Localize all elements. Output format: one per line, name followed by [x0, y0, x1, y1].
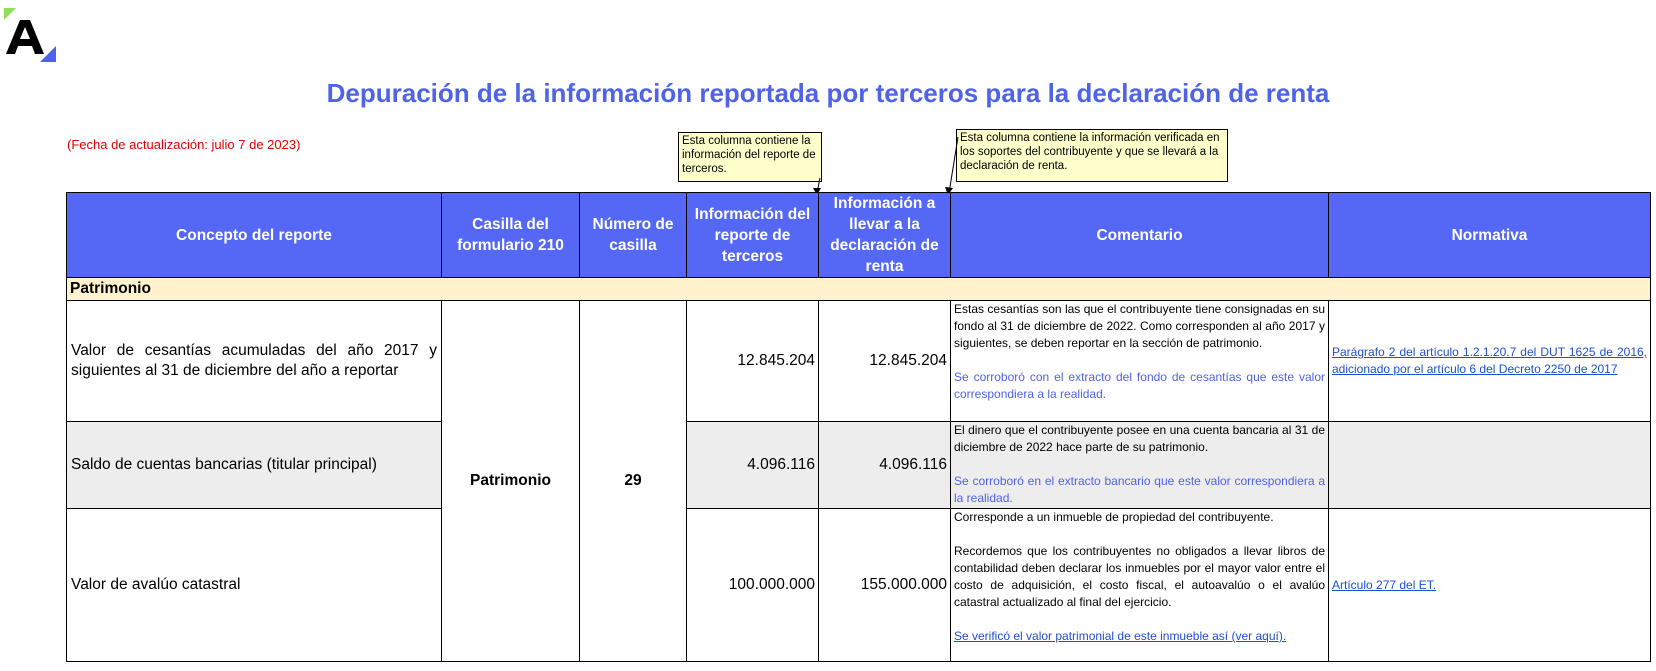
normativa-cell — [1329, 422, 1651, 509]
comment-cell — [951, 301, 1329, 422]
normativa-cell — [1329, 509, 1651, 662]
section-row — [67, 278, 1651, 301]
header-reporte: Información del reporte de terceros — [687, 193, 819, 278]
casilla-cell: Patrimonio — [442, 301, 580, 662]
comment-verification-link[interactable]: Se verificó el valor patrimonial de este inmueble así (ver aquí). — [954, 629, 1287, 643]
comment-cell — [951, 422, 1329, 509]
comment-text: Corresponde a un inmueble de propiedad del contribuyente. — [954, 510, 1274, 524]
table-header-row — [67, 193, 1651, 278]
concept-cell: Saldo de cuentas bancarias (titular principal) — [67, 422, 442, 509]
header-concepto: Concepto del reporte — [67, 193, 442, 278]
comment-text: El dinero que el contribuyente posee en una cuenta bancaria al 31 de diciembre de 2022 hace parte de su patrimonio. — [954, 423, 1325, 454]
declared-value: 12.845.204 — [819, 301, 951, 422]
header-casilla: Casilla del formulario 210 — [442, 193, 580, 278]
header-comentario: Comentario — [951, 193, 1329, 278]
reported-value: 100.000.000 — [687, 509, 819, 662]
comment-text-detail: Recordemos que los contribuyentes no obligados a llevar libros de contabilidad deben declarar los inmuebles por el mayor valor entre el costo de adquisición, el costo fiscal, el autoavalúo o el avalúo catastral actualizado al final del ejercicio. — [954, 544, 1325, 609]
page-title: Depuración de la información reportada por terceros para la declaración de renta — [326, 78, 1330, 108]
table-row — [67, 422, 1651, 509]
comment-text: Estas cesantías son las que el contribuyente tiene consignadas en su fondo al 31 de diciembre de 2022. Como corresponden al año 2017 y siguientes, se deben reportar en la sección de patrimonio. — [954, 302, 1325, 350]
header-declaracion: Información a llevar a la declaración de renta — [819, 193, 951, 278]
comment-note-third-party: Esta columna contiene la información del reporte de terceros. — [678, 132, 822, 182]
normativa-link[interactable]: Parágrafo 2 del artículo 1.2.1.20.7 del DUT 1625 de 2016, adicionado por el artículo 6 del Decreto 2250 de 2017 — [1332, 345, 1647, 376]
header-normativa: Normativa — [1329, 193, 1651, 278]
company-logo — [4, 8, 56, 66]
section-title: Patrimonio — [67, 278, 1651, 301]
comment-cell — [951, 509, 1329, 662]
table-row — [67, 509, 1651, 662]
comment-verification: Se corroboró con el extracto del fondo de cesantías que este valor correspondiera a la realidad. — [954, 370, 1325, 401]
normativa-link[interactable]: Artículo 277 del ET. — [1332, 577, 1437, 592]
reported-value: 4.096.116 — [687, 422, 819, 509]
declared-value: 4.096.116 — [819, 422, 951, 509]
report-table — [66, 192, 1651, 662]
normativa-cell — [1329, 301, 1651, 422]
comment-verification: Se corroboró en el extracto bancario que este valor correspondiera a la realidad. — [954, 474, 1325, 505]
table-row — [67, 301, 1651, 422]
comment-note-declaration: Esta columna contiene la información verificada en los soportes del contribuyente y que se llevará a la declaración de renta. — [956, 129, 1228, 182]
concept-cell: Valor de avalúo catastral — [67, 509, 442, 662]
declared-value: 155.000.000 — [819, 509, 951, 662]
update-date: (Fecha de actualización: julio 7 de 2023) — [67, 137, 301, 152]
numero-cell: 29 — [580, 301, 687, 662]
concept-cell: Valor de cesantías acumuladas del año 2017 y siguientes al 31 de diciembre del año a reportar — [67, 301, 442, 422]
reported-value: 12.845.204 — [687, 301, 819, 422]
header-numero: Número de casilla — [580, 193, 687, 278]
